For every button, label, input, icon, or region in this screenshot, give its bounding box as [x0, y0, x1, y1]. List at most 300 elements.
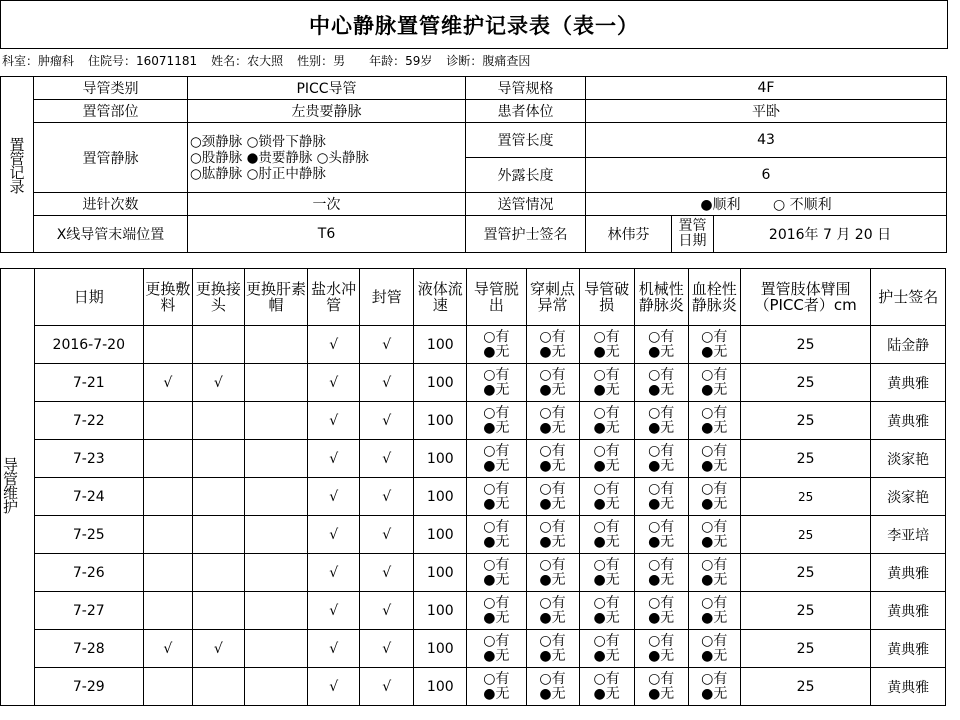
cell-saline-flush: √ [308, 364, 360, 402]
vein-option-line: ○股静脉 ●贵要静脉 ○头静脉 [190, 149, 369, 166]
patient-name: 姓名：农大照 [211, 53, 284, 68]
cell-phlebitis [634, 668, 688, 706]
radio-no: ●无 [483, 381, 510, 398]
radio-no: ●无 [701, 647, 728, 664]
cell-puncture-abnormal [526, 516, 579, 554]
radio-yes: ○有 [648, 556, 675, 573]
header-heparin-cap: 更换肝素帽 [244, 269, 307, 326]
radio-yes: ○有 [701, 366, 728, 383]
radio-yes: ○有 [701, 480, 728, 497]
cell-heparin-cap [244, 364, 307, 402]
cell-connector [192, 592, 244, 630]
cell-dressing: √ [143, 630, 192, 668]
radio-yes: ○有 [701, 670, 728, 687]
radio-yes: ○有 [701, 594, 728, 611]
site-value: 左贵要静脉 [188, 100, 466, 123]
radio-no: ●无 [483, 571, 510, 588]
cell-seal: √ [360, 668, 414, 706]
radio-yes: ○有 [539, 556, 566, 573]
page-title: 中心静脉置管维护记录表（表一） [0, 0, 948, 49]
cell-puncture-abnormal [526, 326, 579, 364]
cell-dislodge [467, 554, 526, 592]
cell-puncture-abnormal [526, 440, 579, 478]
cell-puncture-abnormal [526, 478, 579, 516]
catheter-type-label: 导管类别 [34, 77, 188, 100]
position-label: 患者体位 [466, 100, 586, 123]
cell-nurse-sign: 淡家艳 [871, 440, 946, 478]
patient-gender: 性别：男 [297, 53, 346, 68]
date-value: 2016年 7 月 20 日 [714, 216, 947, 253]
cell-saline-flush: √ [308, 440, 360, 478]
cell-dressing [143, 554, 192, 592]
cell-dislodge [467, 668, 526, 706]
xray-label: X线导管末端位置 [34, 216, 188, 253]
radio-yes: ○有 [648, 632, 675, 649]
cell-phlebitis [634, 478, 688, 516]
vein-label: 置管静脉 [34, 123, 188, 193]
radio-yes: ○有 [593, 404, 620, 421]
nurse-label: 置管护士签名 [466, 216, 586, 253]
radio-yes: ○有 [483, 328, 510, 345]
punctures-value: 一次 [188, 193, 466, 216]
radio-no: ●无 [593, 381, 620, 398]
header-seal: 封管 [360, 269, 414, 326]
cell-damage [579, 478, 634, 516]
cell-thrombo [688, 440, 740, 478]
length-value: 43 [586, 123, 947, 158]
radio-no: ●无 [648, 533, 675, 550]
vein-option-line: ○颈静脉 ○锁骨下静脉 [190, 133, 326, 150]
radio-no: ●无 [648, 647, 675, 664]
cell-arm-circ: 25 [740, 554, 871, 592]
patient-admission-no: 住院号：16071181 [88, 53, 198, 68]
radio-yes: ○有 [483, 556, 510, 573]
exposed-label: 外露长度 [466, 158, 586, 193]
radio-no: ●无 [701, 457, 728, 474]
cell-dislodge [467, 478, 526, 516]
radio-no: ●无 [593, 647, 620, 664]
cell-flow-rate: 100 [414, 668, 467, 706]
cell-flow-rate: 100 [414, 364, 467, 402]
radio-no: ●无 [539, 685, 566, 702]
radio-no: ●无 [483, 495, 510, 512]
radio-no: ●无 [483, 533, 510, 550]
date-label: 置管日期 [672, 216, 714, 253]
radio-no: ●无 [483, 685, 510, 702]
cell-phlebitis [634, 554, 688, 592]
cell-damage [579, 630, 634, 668]
radio-yes: ○有 [539, 480, 566, 497]
cell-dressing [143, 326, 192, 364]
patient-info-bar [0, 50, 946, 70]
cell-thrombo [688, 554, 740, 592]
table-row [1, 554, 946, 592]
cell-nurse-sign: 淡家艳 [871, 478, 946, 516]
cell-dressing [143, 402, 192, 440]
radio-no: ●无 [593, 685, 620, 702]
radio-yes: ○有 [701, 556, 728, 573]
patient-diagnosis: 诊断：腹痛查因 [446, 53, 531, 68]
cell-date: 7-27 [34, 592, 143, 630]
header-dressing: 更换敷料 [143, 269, 192, 326]
cell-seal: √ [360, 516, 414, 554]
cell-date: 7-23 [34, 440, 143, 478]
radio-yes: ○有 [483, 594, 510, 611]
cell-thrombo [688, 630, 740, 668]
cell-puncture-abnormal [526, 402, 579, 440]
cell-dressing [143, 592, 192, 630]
cell-date: 7-26 [34, 554, 143, 592]
cell-nurse-sign: 陆金静 [871, 326, 946, 364]
cell-thrombo [688, 668, 740, 706]
cell-arm-circ: 25 [740, 630, 871, 668]
header-nurse-sign: 护士签名 [871, 269, 946, 326]
radio-no: ●无 [701, 533, 728, 550]
radio-no: ●无 [483, 457, 510, 474]
cell-dislodge [467, 364, 526, 402]
catheter-type-value: PICC导管 [188, 77, 466, 100]
radio-yes: ○有 [483, 480, 510, 497]
cell-flow-rate: 100 [414, 440, 467, 478]
table-row [1, 592, 946, 630]
cell-arm-circ: 25 [740, 326, 871, 364]
radio-yes: ○有 [648, 442, 675, 459]
cell-flow-rate: 100 [414, 592, 467, 630]
cell-date: 7-21 [34, 364, 143, 402]
table-row [1, 364, 946, 402]
radio-no: ●无 [648, 609, 675, 626]
radio-no: ●无 [483, 343, 510, 360]
radio-no: ●无 [648, 419, 675, 436]
cell-seal: √ [360, 630, 414, 668]
radio-no: ●无 [701, 343, 728, 360]
radio-yes: ○有 [483, 670, 510, 687]
cell-saline-flush: √ [308, 592, 360, 630]
cell-damage [579, 668, 634, 706]
xray-value: T6 [188, 216, 466, 253]
radio-yes: ○有 [648, 594, 675, 611]
cell-arm-circ: 25 [740, 592, 871, 630]
radio-no: ●无 [648, 343, 675, 360]
table-row [1, 478, 946, 516]
patient-dept: 科室：肿瘤科 [2, 53, 75, 68]
cell-phlebitis [634, 440, 688, 478]
radio-yes: ○有 [483, 442, 510, 459]
cell-connector [192, 516, 244, 554]
radio-yes: ○有 [648, 480, 675, 497]
radio-no: ●无 [539, 457, 566, 474]
radio-yes: ○有 [539, 670, 566, 687]
cell-nurse-sign: 黄典雅 [871, 668, 946, 706]
radio-no: ●无 [593, 533, 620, 550]
cell-heparin-cap [244, 516, 307, 554]
cell-heparin-cap [244, 630, 307, 668]
cell-dislodge [467, 592, 526, 630]
cell-date: 7-22 [34, 402, 143, 440]
radio-yes: ○有 [648, 404, 675, 421]
radio-yes: ○有 [593, 556, 620, 573]
radio-yes: ○有 [593, 480, 620, 497]
cell-puncture-abnormal [526, 668, 579, 706]
cell-puncture-abnormal [526, 630, 579, 668]
cell-dislodge [467, 402, 526, 440]
cell-phlebitis [634, 402, 688, 440]
site-label: 置管部位 [34, 100, 188, 123]
cell-seal: √ [360, 554, 414, 592]
header-phlebitis: 机械性静脉炎 [634, 269, 688, 326]
radio-yes: ○有 [483, 404, 510, 421]
radio-yes: ○有 [593, 366, 620, 383]
cell-heparin-cap [244, 326, 307, 364]
cell-dressing [143, 440, 192, 478]
cell-connector: √ [192, 630, 244, 668]
cell-seal: √ [360, 326, 414, 364]
placement-table [0, 76, 947, 253]
cell-saline-flush: √ [308, 668, 360, 706]
cell-saline-flush: √ [308, 630, 360, 668]
cell-nurse-sign: 李亚培 [871, 516, 946, 554]
radio-yes: ○有 [483, 518, 510, 535]
cell-heparin-cap [244, 668, 307, 706]
radio-no: ●无 [701, 419, 728, 436]
cell-thrombo [688, 516, 740, 554]
radio-yes: ○有 [539, 404, 566, 421]
radio-yes: ○有 [593, 594, 620, 611]
header-flow-rate: 液体流速 [414, 269, 467, 326]
cell-heparin-cap [244, 440, 307, 478]
cell-saline-flush: √ [308, 326, 360, 364]
radio-no: ●无 [539, 343, 566, 360]
radio-no: ●无 [648, 457, 675, 474]
radio-no: ●无 [648, 381, 675, 398]
radio-no: ●无 [593, 571, 620, 588]
radio-no: ●无 [539, 381, 566, 398]
radio-yes: ○有 [593, 518, 620, 535]
cell-puncture-abnormal [526, 554, 579, 592]
cell-damage [579, 326, 634, 364]
cell-nurse-sign: 黄典雅 [871, 592, 946, 630]
maintenance-section-label: 导管维护 [1, 269, 35, 706]
header-connector: 更换接头 [192, 269, 244, 326]
cell-arm-circ: 25 [740, 440, 871, 478]
cell-dislodge [467, 440, 526, 478]
cell-seal: √ [360, 364, 414, 402]
radio-yes: ○有 [701, 442, 728, 459]
radio-no: ●无 [701, 571, 728, 588]
cell-thrombo [688, 364, 740, 402]
cell-damage [579, 554, 634, 592]
cell-heparin-cap [244, 592, 307, 630]
cell-connector [192, 554, 244, 592]
cell-arm-circ: 25 [740, 478, 871, 516]
cell-nurse-sign: 黄典雅 [871, 364, 946, 402]
radio-yes: ○有 [593, 670, 620, 687]
cell-date: 2016-7-20 [34, 326, 143, 364]
table-row [1, 630, 946, 668]
radio-yes: ○有 [593, 328, 620, 345]
radio-yes: ○有 [701, 632, 728, 649]
cell-dressing [143, 668, 192, 706]
cell-connector: √ [192, 364, 244, 402]
cell-date: 7-24 [34, 478, 143, 516]
cell-heparin-cap [244, 554, 307, 592]
radio-yes: ○有 [648, 518, 675, 535]
radio-no: ●无 [483, 419, 510, 436]
delivery-value: ●顺利 ○ 不顺利 [586, 193, 947, 216]
radio-no: ●无 [701, 495, 728, 512]
cell-damage [579, 364, 634, 402]
radio-no: ●无 [593, 457, 620, 474]
header-thrombo: 血栓性静脉炎 [688, 269, 740, 326]
radio-no: ●无 [539, 647, 566, 664]
cell-puncture-abnormal [526, 592, 579, 630]
radio-yes: ○有 [483, 632, 510, 649]
punctures-label: 进针次数 [34, 193, 188, 216]
cell-damage [579, 402, 634, 440]
exposed-value: 6 [586, 158, 947, 193]
cell-thrombo [688, 478, 740, 516]
delivery-label: 送管情况 [466, 193, 586, 216]
cell-phlebitis [634, 630, 688, 668]
cell-nurse-sign: 黄典雅 [871, 554, 946, 592]
catheter-spec-label: 导管规格 [466, 77, 586, 100]
radio-yes: ○有 [593, 632, 620, 649]
radio-yes: ○有 [539, 442, 566, 459]
header-dislodge: 导管脱出 [467, 269, 526, 326]
radio-yes: ○有 [593, 442, 620, 459]
radio-no: ●无 [539, 533, 566, 550]
header-arm-circ: 置管肢体臂围（PICC者）cm [740, 269, 871, 326]
cell-dressing [143, 516, 192, 554]
cell-connector [192, 402, 244, 440]
position-value: 平卧 [586, 100, 947, 123]
cell-saline-flush: √ [308, 516, 360, 554]
cell-arm-circ: 25 [740, 402, 871, 440]
cell-arm-circ: 25 [740, 516, 871, 554]
radio-no: ●无 [593, 343, 620, 360]
radio-yes: ○有 [648, 366, 675, 383]
cell-connector [192, 326, 244, 364]
cell-connector [192, 440, 244, 478]
radio-yes: ○有 [648, 670, 675, 687]
radio-no: ●无 [593, 419, 620, 436]
radio-yes: ○有 [701, 518, 728, 535]
cell-nurse-sign: 黄典雅 [871, 630, 946, 668]
radio-no: ●无 [648, 685, 675, 702]
radio-yes: ○有 [539, 366, 566, 383]
cell-saline-flush: √ [308, 478, 360, 516]
radio-yes: ○有 [701, 404, 728, 421]
table-row [1, 668, 946, 706]
cell-puncture-abnormal [526, 364, 579, 402]
cell-date: 7-25 [34, 516, 143, 554]
cell-saline-flush: √ [308, 402, 360, 440]
cell-dislodge [467, 516, 526, 554]
cell-thrombo [688, 402, 740, 440]
radio-yes: ○有 [701, 328, 728, 345]
cell-date: 7-28 [34, 630, 143, 668]
vein-options [188, 123, 466, 193]
header-saline-flush: 盐水冲管 [308, 269, 360, 326]
table-row [1, 326, 946, 364]
radio-no: ●无 [483, 647, 510, 664]
header-date: 日期 [34, 269, 143, 326]
cell-flow-rate: 100 [414, 516, 467, 554]
table-row [1, 402, 946, 440]
radio-no: ●无 [539, 571, 566, 588]
radio-no: ●无 [701, 685, 728, 702]
cell-seal: √ [360, 478, 414, 516]
radio-no: ●无 [648, 571, 675, 588]
radio-yes: ○有 [539, 594, 566, 611]
cell-date: 7-29 [34, 668, 143, 706]
catheter-spec-value: 4F [586, 77, 947, 100]
cell-phlebitis [634, 516, 688, 554]
cell-thrombo [688, 592, 740, 630]
cell-damage [579, 592, 634, 630]
cell-thrombo [688, 326, 740, 364]
table-row [1, 440, 946, 478]
vein-option-line: ○肱静脉 ○肘正中静脉 [190, 165, 326, 182]
cell-seal: √ [360, 592, 414, 630]
cell-dislodge [467, 326, 526, 364]
cell-seal: √ [360, 440, 414, 478]
cell-dressing: √ [143, 364, 192, 402]
cell-dressing [143, 478, 192, 516]
radio-no: ●无 [593, 609, 620, 626]
radio-no: ●无 [539, 495, 566, 512]
length-label: 置管长度 [466, 123, 586, 158]
cell-phlebitis [634, 364, 688, 402]
cell-connector [192, 478, 244, 516]
cell-flow-rate: 100 [414, 326, 467, 364]
radio-yes: ○有 [539, 632, 566, 649]
radio-no: ●无 [483, 609, 510, 626]
cell-saline-flush: √ [308, 554, 360, 592]
table-row [1, 516, 946, 554]
radio-no: ●无 [701, 609, 728, 626]
maintenance-table [0, 268, 946, 706]
radio-yes: ○有 [483, 366, 510, 383]
radio-yes: ○有 [539, 518, 566, 535]
radio-no: ●无 [593, 495, 620, 512]
nurse-value: 林伟芬 [586, 216, 672, 253]
radio-yes: ○有 [539, 328, 566, 345]
radio-no: ●无 [701, 381, 728, 398]
cell-flow-rate: 100 [414, 402, 467, 440]
cell-heparin-cap [244, 402, 307, 440]
cell-damage [579, 440, 634, 478]
cell-connector [192, 668, 244, 706]
header-puncture-abnormal: 穿刺点异常 [526, 269, 579, 326]
placement-section-label: 置管记录 [1, 77, 34, 253]
header-damage: 导管破损 [579, 269, 634, 326]
cell-arm-circ: 25 [740, 668, 871, 706]
radio-yes: ○有 [648, 328, 675, 345]
cell-damage [579, 516, 634, 554]
cell-flow-rate: 100 [414, 630, 467, 668]
radio-no: ●无 [539, 609, 566, 626]
cell-phlebitis [634, 326, 688, 364]
cell-dislodge [467, 630, 526, 668]
patient-age: 年龄：59岁 [369, 53, 433, 68]
cell-flow-rate: 100 [414, 478, 467, 516]
cell-heparin-cap [244, 478, 307, 516]
cell-flow-rate: 100 [414, 554, 467, 592]
cell-nurse-sign: 黄典雅 [871, 402, 946, 440]
cell-phlebitis [634, 592, 688, 630]
radio-no: ●无 [648, 495, 675, 512]
